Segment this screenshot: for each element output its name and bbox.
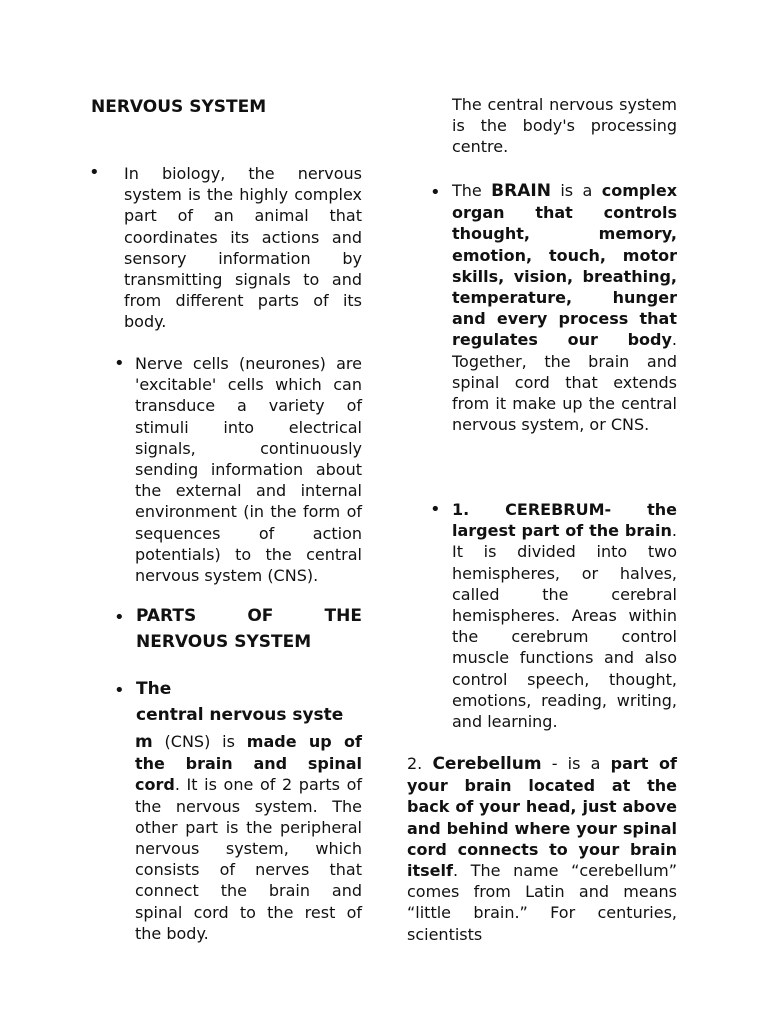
bullet-icon: • [430, 499, 441, 520]
cns-the: The [136, 679, 172, 699]
paragraph-cns-intro: The central nervous system is the body's processing centre. [452, 95, 677, 157]
bullet-icon: • [114, 607, 125, 628]
paragraph-cerebellum: 2. Cerebellum - is a part of your brain located at the back of your head, just above and behind where your spinal cord connects to your brain itself. The name “cerebellum” comes from Latin and means “little brain.” For centuries, scientists [407, 754, 678, 944]
bullet-icon: • [114, 353, 125, 374]
paragraph-cerebrum: 1. CEREBRUM- the largest part of the brain. It is divided into two hemispheres, or halves, called the cerebral hemispheres. Areas within the cerebrum control muscle functions and also control speech, thought, emotions, reading, writing, and learning. [452, 500, 677, 732]
paragraph-brain: The BRAIN is a complex organ that controls thought, memory, emotion, touch, motor skills, vision, breathing, temperature, hunger and every process that regulates our body. Together, the brain and spinal cord that extends from it make up the central nervous system, or CNS. [452, 181, 678, 435]
bullet-icon: • [89, 162, 100, 183]
heading-parts-line1: PARTS OF THE [136, 606, 362, 626]
page-title: NERVOUS SYSTEM [91, 97, 267, 117]
paragraph-nerve-cells: Nerve cells (neurones) are 'excitable' cells which can transduce a variety of stimuli into electrical signals, continuously sending information about the external and internal environment (in the form of sequences of action potentials) to the central nervous system (CNS). [135, 354, 362, 586]
bullet-icon: • [114, 680, 125, 701]
cns-term: central nervous syste [136, 705, 344, 725]
bullet-icon: • [430, 182, 441, 203]
paragraph-biology: In biology, the nervous system is the highly complex part of an animal that coordinates its actions and sensory information by transmitting signals to and from different parts of its body. [124, 164, 362, 332]
heading-parts-line2: NERVOUS SYSTEM [136, 632, 312, 652]
paragraph-cns: m (CNS) is made up of the brain and spinal cord. It is one of 2 parts of the nervous system. The other part is the peripheral nervous system, which consists of nerves that connect the brain and spinal cord to the rest of the body. [135, 732, 362, 943]
